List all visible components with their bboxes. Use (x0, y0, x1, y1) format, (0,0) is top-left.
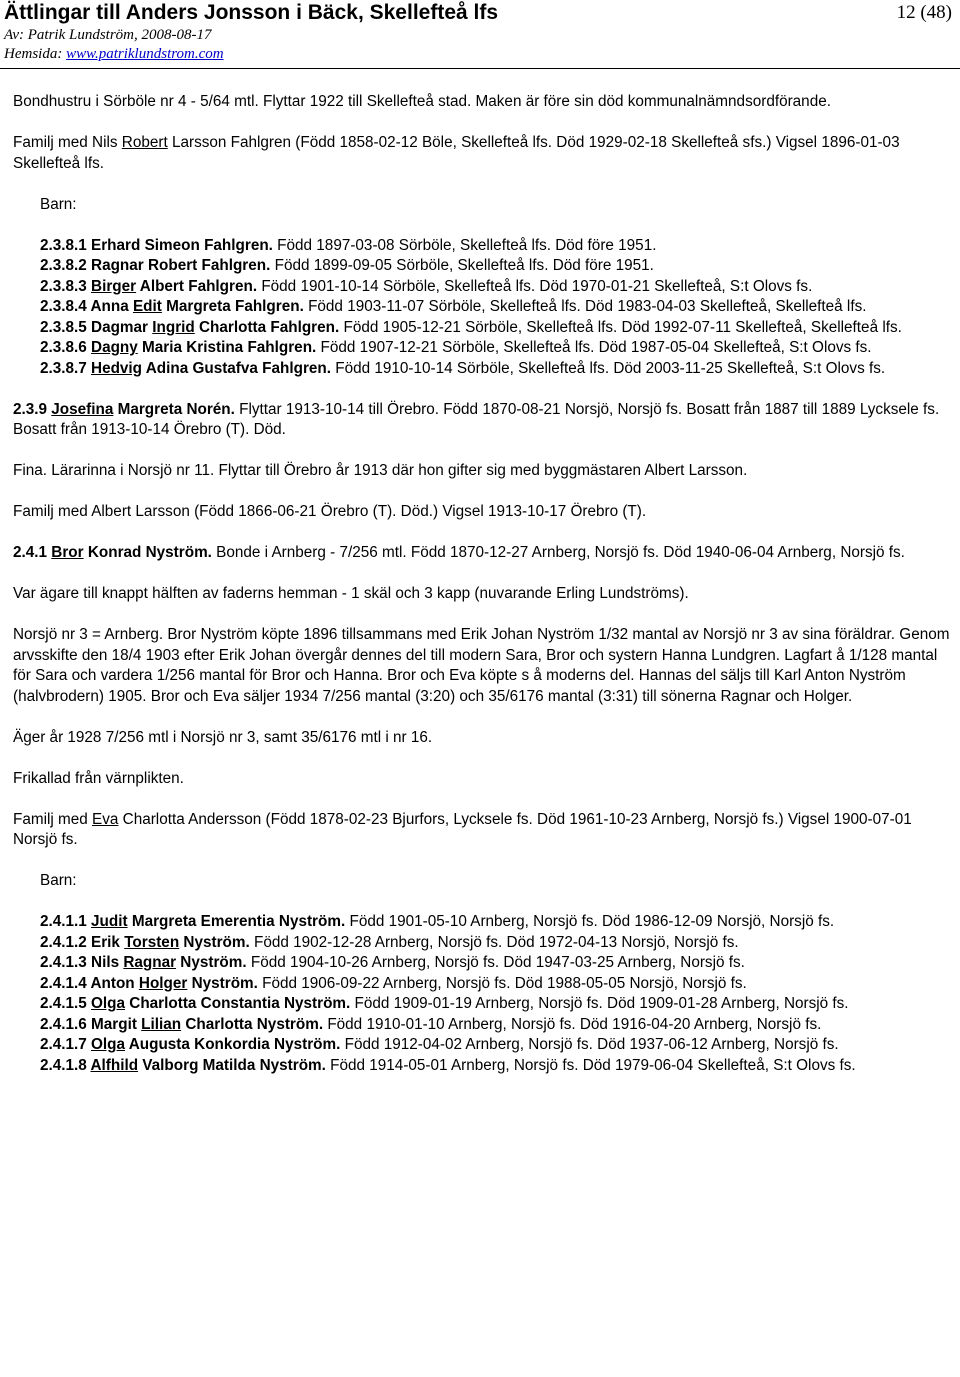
child-name: Albert Fahlgren. (136, 277, 258, 295)
paragraph-larare: Fina. Lärarinna i Norsjö nr 11. Flyttar till Örebro år 1913 där hon gifter sig med byggmästaren Albert Larsson. (13, 462, 748, 479)
child-details: Född 1914-05-01 Arnberg, Norsjö fs. Död 1979-06-04 Skellefteå, S:t Olovs fs. (325, 1056, 856, 1074)
child-name-underlined: Judit (91, 913, 128, 930)
child-name-underlined: Olga (91, 1036, 126, 1053)
person-name: Konrad Nyström. (83, 544, 212, 561)
child-details: Född 1907-12-21 Sörböle, Skellefteå lfs. Död 1987-05-04 Skellefteå, S:t Olovs fs. (316, 339, 872, 356)
child-name-underlined: Hedvig (91, 359, 143, 377)
child-name: 2.3.8.3 (40, 277, 92, 295)
child-name: Adina Gustafva Fahlgren. (142, 359, 332, 377)
child-name: 2.3.8.2 Ragnar Robert Fahlgren. (40, 257, 271, 274)
child-name: Charlotta Fahlgren. (194, 318, 340, 336)
child-name-underlined: Birger (91, 277, 137, 295)
child-name: Margreta Emerentia Nyström. (127, 913, 346, 930)
child-name-underlined: Ragnar (123, 954, 177, 971)
author-line: Av: Patrik Lundström, 2008-08-17 (4, 27, 212, 43)
paragraph-ager: Äger år 1928 7/256 mtl i Norsjö nr 3, samt 35/6176 mtl i nr 16. (13, 728, 433, 746)
text-span: Charlotta Andersson (Född 1878-02-23 Bjurfors, Lycksele fs. Död 1961-10-23 Arnberg, Norsjö fs.) Vigsel 1900-07-01 Norsjö fs. (13, 810, 912, 848)
text-span: Familj med Nils (13, 134, 122, 151)
child-name: Charlotta Nyström. (181, 1015, 324, 1033)
child-name: 2.3.8.6 (40, 339, 92, 356)
person-name-underlined: Bror (51, 544, 84, 561)
child-name: Nyström. (179, 933, 250, 951)
child-entry (40, 933, 953, 954)
child-name: Nyström. (176, 954, 247, 971)
page-header (4, 0, 956, 64)
entry-2-4-1 (13, 543, 953, 564)
child-name: Augusta Konkordia Nyström. (125, 1036, 341, 1053)
child-details: Född 1909-01-19 Arnberg, Norsjö fs. Död 1909-01-28 Arnberg, Norsjö fs. (350, 995, 849, 1012)
header-divider (0, 68, 960, 69)
child-details: Född 1905-12-21 Sörböle, Skellefteå lfs. Död 1992-07-11 Skellefteå, Skellefteå lfs. (339, 318, 902, 336)
child-name: 2.4.1.4 Anton (40, 974, 139, 992)
child-name-underlined: Alfhild (90, 1056, 139, 1074)
homepage-label: Hemsida: (4, 46, 67, 62)
child-details: Född 1901-05-10 Arnberg, Norsjö fs. Död 1986-12-09 Norsjö, Norsjö fs. (345, 913, 835, 930)
child-name: Valborg Matilda Nyström. (138, 1056, 326, 1074)
child-entry (40, 236, 953, 257)
person-name: 2.4.1 (13, 544, 52, 561)
person-details: Bonde i Arnberg - 7/256 mtl. Född 1870-12-27 Arnberg, Norsjö fs. Död 1940-06-04 Arnberg, Norsjö fs. (211, 544, 905, 561)
child-details: Född 1903-11-07 Sörböle, Skellefteå lfs. Död 1983-04-03 Skellefteå, Skellefteå lfs. (303, 298, 867, 315)
child-name-underlined: Edit (132, 298, 162, 315)
paragraph-frikallad: Frikallad från värnplikten. (13, 769, 184, 787)
child-entry (40, 277, 953, 298)
underlined-name: Robert (121, 134, 168, 151)
child-entry (40, 912, 953, 933)
child-details: Född 1902-12-28 Arnberg, Norsjö fs. Död 1972-04-13 Norsjö, Norsjö fs. (249, 933, 739, 951)
child-name: 2.4.1.5 (40, 995, 92, 1012)
child-entry (40, 953, 953, 974)
child-details: Född 1899-09-05 Sörböle, Skellefteå lfs. Död före 1951. (270, 257, 654, 274)
child-name: 2.3.8.1 Erhard Simeon Fahlgren. (40, 236, 273, 254)
child-entry (40, 297, 953, 318)
child-name: 2.4.1.6 Margit (40, 1015, 142, 1033)
child-entry (40, 256, 953, 277)
homepage-line (4, 45, 956, 64)
child-details: Född 1897-03-08 Sörböle, Skellefteå lfs. Död före 1951. (272, 236, 657, 254)
child-name-underlined: Ingrid (152, 318, 195, 336)
page-number: 12 (48) (896, 2, 952, 23)
child-entry (40, 974, 953, 995)
child-name: Maria Kristina Fahlgren. (137, 339, 317, 356)
person-name-underlined: Josefina (51, 400, 114, 418)
child-entry (40, 1035, 953, 1056)
child-entry (40, 994, 953, 1015)
child-details: Född 1910-10-14 Sörböle, Skellefteå lfs. Död 2003-11-25 Skellefteå, S:t Olovs fs. (331, 359, 886, 377)
document-title: Ättlingar till Anders Jonsson i Bäck, Skellefteå lfs (4, 1, 499, 24)
paragraph-agare: Var ägare till knappt hälften av faderns hemman - 1 skäl och 3 kapp (nuvarande Erling Lundströms). (13, 585, 689, 602)
person-details: Flyttar 1913-10-14 till Örebro. Född 1870-08-21 Norsjö, Norsjö fs. Bosatt från 1887 till 1889 Lycksele fs. Bosatt från 1913-10-14 Örebro (T). Död. (13, 400, 940, 438)
child-name-underlined: Lilian (141, 1015, 182, 1033)
child-name-underlined: Torsten (124, 933, 180, 951)
paragraph-bondhustru: Bondhustru i Sörböle nr 4 - 5/64 mtl. Flyttar 1922 till Skellefteå stad. Maken är före sin död kommunalnämndsordförande. (13, 93, 831, 110)
document-body (13, 92, 953, 1076)
child-entry (40, 1015, 953, 1036)
family-eva-andersson (13, 810, 953, 851)
children-label: Barn: (40, 195, 77, 213)
child-name-underlined: Olga (91, 995, 126, 1012)
child-name: 2.4.1.3 Nils (40, 954, 124, 971)
person-name: Margreta Norén. (113, 400, 235, 418)
child-name: 2.4.1.1 (40, 913, 92, 930)
family-albert-larsson: Familj med Albert Larsson (Född 1866-06-21 Örebro (T). Död.) Vigsel 1913-10-17 Örebro (T). (13, 503, 647, 520)
child-entry (40, 338, 953, 359)
child-name: Margreta Fahlgren. (161, 298, 304, 315)
child-details: Född 1906-09-22 Arnberg, Norsjö fs. Död 1988-05-05 Norsjö, Norsjö fs. (257, 974, 747, 992)
child-name-underlined: Holger (138, 974, 188, 992)
children-list-fahlgren (13, 236, 953, 380)
child-details: Född 1904-10-26 Arnberg, Norsjö fs. Död 1947-03-25 Arnberg, Norsjö fs. (246, 954, 745, 971)
child-name: 2.3.8.5 Dagmar (40, 318, 153, 336)
child-name: 2.3.8.4 Anna (40, 298, 133, 315)
child-details: Född 1910-01-10 Arnberg, Norsjö fs. Död 1916-04-20 Arnberg, Norsjö fs. (323, 1015, 822, 1033)
person-name: 2.3.9 (13, 400, 52, 418)
entry-2-3-9 (13, 400, 953, 441)
child-details: Född 1912-04-02 Arnberg, Norsjö fs. Död 1937-06-12 Arnberg, Norsjö fs. (340, 1036, 839, 1053)
underlined-name: Eva (92, 810, 119, 828)
child-name: Nyström. (187, 974, 258, 992)
text-span: Larsson Fahlgren (Född 1858-02-12 Böle, Skellefteå lfs. Död 1929-02-18 Skellefteå sfs.) Vigsel 1896-01-03 Skellefteå lfs. (13, 134, 900, 172)
paragraph-arnberg: Norsjö nr 3 = Arnberg. Bror Nyström köpte 1896 tillsammans med Erik Johan Nyström 1/32 mantal av Norsjö nr 3 av sina föräldrar. Genom arvsskifte den 18/4 1903 efter Erik Johan övergår dennes del till modern Sara, Bror och systern Hanna Lundgren. Lagfart å 1/128 mantal för Sara och vardera 1/256 mantal för Bror och Hanna. Bror och Eva köpte s å moderns del. Hannas del säljs till Karl Anton Nyström (halvbrodern) 1905. Bror och Eva säljer 1934 7/256 mantal (3:20) och 35/6176 mantal (3:31) till sönerna Ragnar och Holger. (13, 626, 950, 705)
child-name: 2.4.1.8 (40, 1056, 91, 1074)
child-name: Charlotta Constantia Nyström. (125, 995, 351, 1012)
children-label: Barn: (40, 872, 77, 889)
child-name: 2.4.1.2 Erik (40, 933, 125, 951)
text-span: Familj med (13, 810, 93, 828)
child-name-underlined: Dagny (91, 339, 138, 356)
child-entry (40, 359, 953, 380)
child-name: 2.4.1.7 (40, 1036, 92, 1053)
children-list-nystrom (13, 912, 953, 1076)
homepage-link[interactable]: www.patriklundstrom.com (66, 46, 224, 62)
family-robert-fahlgren (13, 133, 953, 174)
child-entry (40, 318, 953, 339)
child-details: Född 1901-10-14 Sörböle, Skellefteå lfs. Död 1970-01-21 Skellefteå, S:t Olovs fs. (257, 277, 813, 295)
child-name: 2.3.8.7 (40, 359, 92, 377)
child-entry (40, 1056, 953, 1077)
